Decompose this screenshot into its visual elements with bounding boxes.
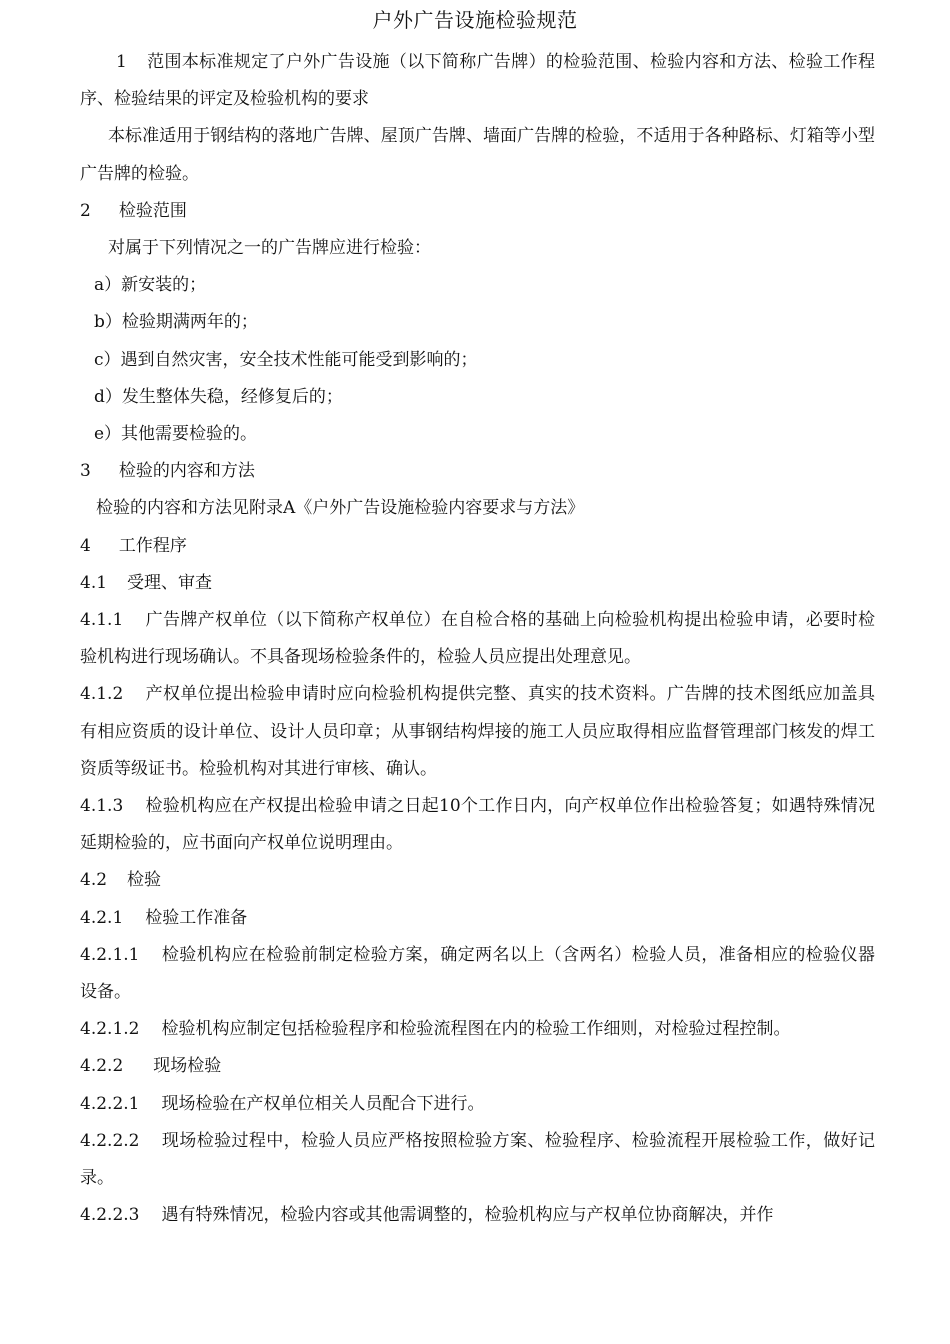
paragraph-text: 本标准适用于钢结构的落地广告牌、屋顶广告牌、墙面广告牌的检验，不适用于各种路标、灯箱等小型广告牌的检验。 bbox=[80, 126, 875, 184]
clause-text: 检验机构应在产权提出检验申请之日起10个工作日内，向产权单位作出检验答复；如遇特殊情况延期检验的，应书面向产权单位说明理由。 bbox=[80, 796, 875, 854]
document-title: 户外广告设施检验规范 bbox=[372, 8, 578, 32]
clause-number: 4.1.2 bbox=[80, 684, 124, 705]
subsection-heading bbox=[80, 1048, 875, 1085]
section-number: 4.2 bbox=[80, 870, 108, 891]
paragraph-text: 范围本标准规定了户外广告设施（以下简称广告牌）的检验范围、检验内容和方法、检验工作程序、检验结果的评定及检验机构的要求 bbox=[80, 52, 875, 110]
paragraph bbox=[80, 44, 875, 118]
list-item bbox=[80, 267, 875, 304]
clause-text: 现场检验过程中，检验人员应严格按照检验方案、检验程序、检验流程开展检验工作，做好记录。 bbox=[80, 1130, 875, 1189]
clause bbox=[80, 1197, 875, 1234]
section-number: 4.2.1 bbox=[80, 907, 124, 928]
list-item-text: b）检验期满两年的； bbox=[94, 312, 258, 333]
paragraph bbox=[80, 230, 875, 267]
subsection-heading bbox=[80, 862, 875, 899]
list-item bbox=[80, 342, 875, 379]
subsection-heading bbox=[80, 900, 875, 937]
clause bbox=[80, 602, 875, 676]
clause-text: 现场检验在产权单位相关人员配合下进行。 bbox=[161, 1093, 485, 1114]
paragraph-text: 对属于下列情况之一的广告牌应进行检验： bbox=[108, 238, 431, 259]
section-number: 4.2.2 bbox=[80, 1056, 124, 1077]
paragraph-text: 检验的内容和方法见附录A《户外广告设施检验内容要求与方法》 bbox=[96, 498, 585, 519]
clause-text: 检验机构应制定包括检验程序和检验流程图在内的检验工作细则，对检验过程控制。 bbox=[161, 1019, 791, 1040]
list-item-text: d）发生整体失稳，经修复后的； bbox=[94, 386, 343, 407]
list-item-text: a）新安装的； bbox=[94, 275, 207, 296]
paragraph bbox=[80, 118, 875, 192]
section-heading bbox=[80, 528, 875, 565]
section-number: 4 bbox=[80, 535, 91, 556]
section-heading-text: 检验 bbox=[127, 870, 162, 891]
list-item bbox=[80, 416, 875, 453]
section-heading-text: 检验的内容和方法 bbox=[118, 461, 255, 482]
paragraph bbox=[80, 490, 875, 527]
clause-number: 4.2.2.1 bbox=[80, 1093, 140, 1114]
document-body bbox=[80, 44, 875, 1235]
clause-number: 4.2.1.2 bbox=[80, 1019, 140, 1040]
section-number: 2 bbox=[80, 200, 91, 221]
clause-number: 4.2.2.3 bbox=[80, 1205, 140, 1226]
section-number: 3 bbox=[80, 461, 91, 482]
clause bbox=[80, 1086, 875, 1123]
list-item-text: c）遇到自然灾害，安全技术性能可能受到影响的； bbox=[94, 349, 478, 370]
clause bbox=[80, 1011, 875, 1048]
clause-number: 4.2.2.2 bbox=[80, 1130, 140, 1151]
list-item bbox=[80, 379, 875, 416]
list-item-text: e）其他需要检验的。 bbox=[94, 424, 258, 445]
subsection-heading bbox=[80, 565, 875, 602]
clause bbox=[80, 937, 875, 1011]
clause-text: 遇有特殊情况，检验内容或其他需调整的，检验机构应与产权单位协商解决，并作 bbox=[161, 1205, 774, 1226]
section-number: 4.1 bbox=[80, 572, 108, 593]
section-heading-text: 受理、审查 bbox=[127, 572, 213, 593]
section-heading-text: 检验工作准备 bbox=[145, 907, 248, 928]
list-item bbox=[80, 304, 875, 341]
section-heading-text: 检验范围 bbox=[118, 200, 187, 221]
clause-number: 4.1.3 bbox=[80, 796, 124, 817]
clause-text: 产权单位提出检验申请时应向检验机构提供完整、真实的技术资料。广告牌的技术图纸应加盖具有相应资质的设计单位、设计人员印章；从事钢结构焊接的施工人员应取得相应监督管理部门核发的焊工资质等级证书。检验机构对其进行审核、确认。 bbox=[80, 684, 875, 779]
section-heading-text: 现场检验 bbox=[153, 1056, 222, 1077]
clause-number: 4.1.1 bbox=[80, 610, 124, 631]
section-heading bbox=[80, 453, 875, 490]
section-number: 1 bbox=[116, 52, 127, 72]
clause-text: 检验机构应在检验前制定检验方案，确定两名以上（含两名）检验人员，准备相应的检验仪器设备。 bbox=[80, 944, 875, 1003]
clause-number: 4.2.1.1 bbox=[80, 944, 140, 965]
section-heading bbox=[80, 193, 875, 230]
clause bbox=[80, 676, 875, 788]
section-heading-text: 工作程序 bbox=[118, 535, 187, 556]
clause-text: 广告牌产权单位（以下简称产权单位）在自检合格的基础上向检验机构提出检验申请，必要时检验机构进行现场确认。不具备现场检验条件的，检验人员应提出处理意见。 bbox=[80, 610, 875, 668]
clause bbox=[80, 1123, 875, 1197]
clause bbox=[80, 788, 875, 862]
